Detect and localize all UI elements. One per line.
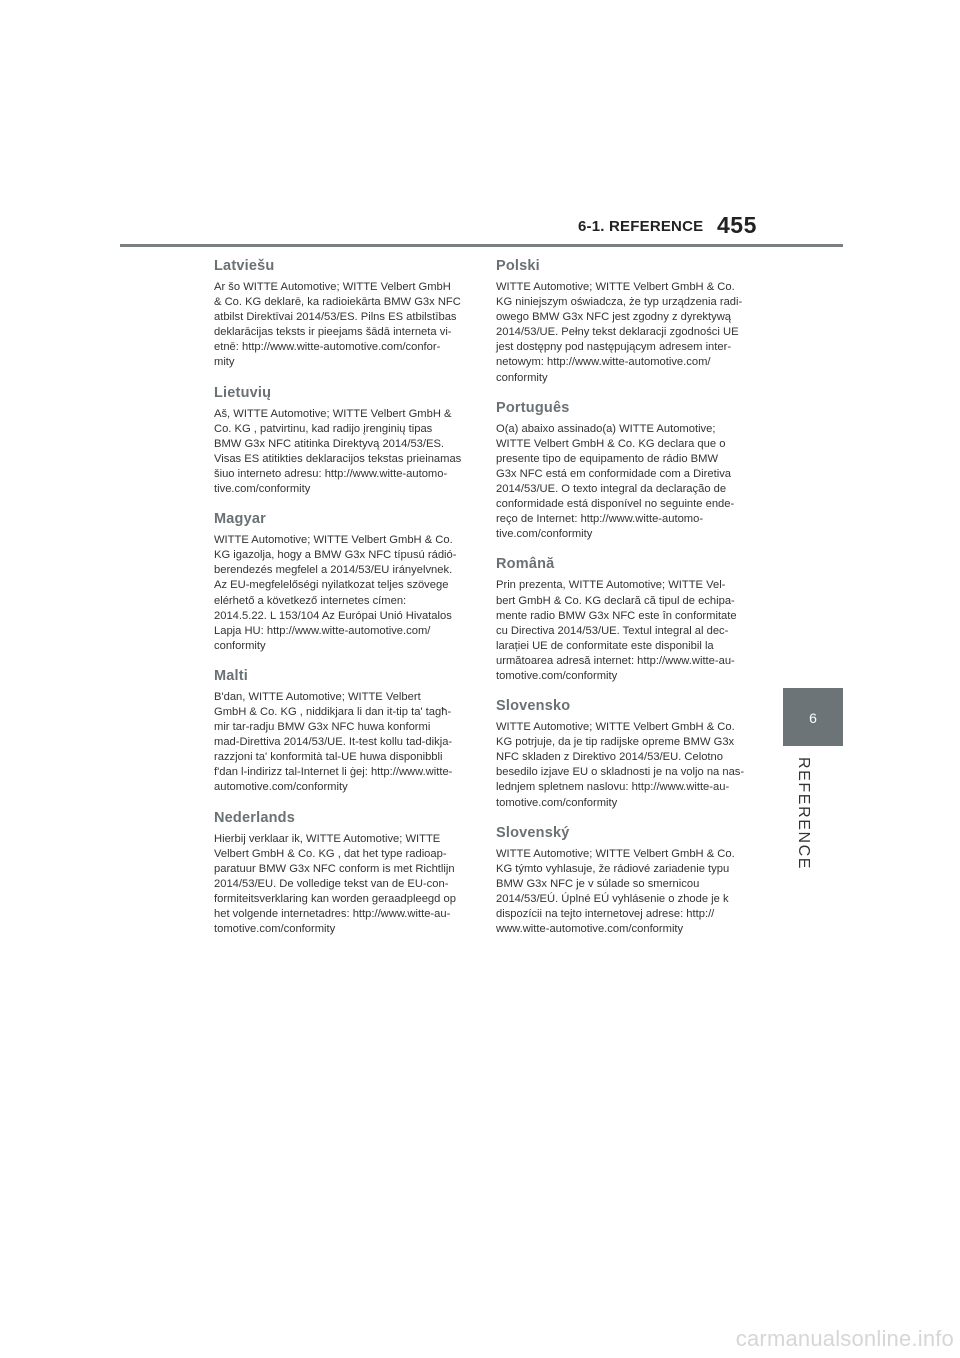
text-line: tomotive.com/conformity [496,669,618,682]
text-line: WITTE Automotive; WITTE Velbert GmbH & Co. [496,847,735,860]
text-line: Aš, WITTE Automotive; WITTE Velbert GmbH & [214,407,452,420]
text-line: tomotive.com/conformity [496,796,618,809]
text-line: mad-Direttiva 2014/53/UE. It-test kollu tad-dikja- [214,736,453,749]
text-line: conformity [496,371,548,384]
text-line: KG týmto vyhlasuje, že rádiové zariadenie typu [496,862,730,875]
chapter-label: REFERENCE [795,757,812,871]
text-line: mir tar-radju BMW G3x NFC huwa konformi [214,721,431,734]
text-line: mente radio BMW G3x NFC este în conformitate [496,609,737,622]
text-line: presente tipo de equipamento de rádio BMW [496,452,719,465]
declaration-text [496,847,748,938]
text-line: conformidade está disponível no seguinte ende- [496,498,735,511]
text-line: tive.com/conformity [214,483,311,496]
text-line: etnē: http://www.witte-automotive.com/confor- [214,341,441,354]
language-section [496,825,748,938]
text-line: deklarācijas teksts ir pieejams šādā interneta vi- [214,326,452,339]
text-line: jest dostępny pod następującym adresem inter- [496,341,732,354]
text-line: & Co. KG deklarē, ka radioiekārta BMW G3x NFC [214,296,461,309]
text-line: 2014/53/UE. O texto integral da declaração de [496,483,727,496]
text-line: larației UE de conformitate este disponibil la [496,639,714,652]
chapter-label-container [788,757,812,907]
declaration-text [214,832,466,938]
text-line: atbilst Direktīvai 2014/53/ES. Pilns ES atbilstības [214,311,457,324]
declaration-text [496,720,748,811]
language-section [496,258,748,386]
text-line: BMW G3x NFC atitinka Direktyvą 2014/53/ES. [214,437,445,450]
text-line: razzjoni ta' konformità tal-UE huwa disponibbli [214,751,443,764]
declaration-text [214,690,466,796]
text-line: 2014/53/UE. Pełny tekst deklaracji zgodności UE [496,326,739,339]
language-section [214,511,466,654]
declaration-text [496,578,748,684]
text-line: www.witte-automotive.com/conformity [496,923,684,936]
chapter-number: 6 [809,710,817,726]
language-heading: Polski [496,258,540,274]
text-line: besedilo izjave EU o skladnosti je na voljo na nas- [496,766,745,779]
text-line: următoarea adresă internet: http://www.witte-au- [496,654,735,667]
language-section [214,385,466,498]
left-column [214,258,466,951]
language-heading: Português [496,399,570,416]
text-line: G3x NFC está em conformidade com a Diretiva [496,467,732,480]
language-section [214,668,466,796]
language-heading: Magyar [214,511,266,528]
text-line: f'dan l-indirizz tal-Internet li ġej: http://www.witte- [214,766,453,779]
text-line: šiuo interneto adresu: http://www.witte-automo- [214,467,448,480]
text-line: lednjem spletnem naslovu: http://www.witte-au- [496,781,730,794]
text-line: Co. KG , patvirtinu, kad radijo įrenginių tipas [214,422,433,435]
language-section [214,258,466,371]
text-line: paratuur BMW G3x NFC conform is met Richtlijn [214,862,455,875]
text-line: WITTE Automotive; WITTE Velbert GmbH & Co. [496,281,735,293]
text-line: WITTE Velbert GmbH & Co. KG declara que o [496,437,726,450]
text-line: KG potrjuje, da je tip radijske opreme BMW G3x [496,736,735,749]
text-line: conformity [214,639,266,652]
text-line: berendezés megfelel a 2014/53/EU irányelvnek. [214,564,453,577]
language-section [214,810,466,938]
section-title: 6-1. REFERENCE [578,218,704,235]
text-line: Ar šo WITTE Automotive; WITTE Velbert GmbH [214,281,451,293]
text-line: WITTE Automotive; WITTE Velbert GmbH & Co. [214,534,453,547]
text-line: tomotive.com/conformity [214,923,336,936]
language-heading: Nederlands [214,809,295,826]
language-heading: Lietuvių [214,384,272,401]
text-line: Velbert GmbH & Co. KG , dat het type radioap- [214,847,447,860]
declaration-text [214,280,466,371]
text-line: formiteitsverklaring kan worden geraadpleegd op [214,892,456,905]
text-line: WITTE Automotive; WITTE Velbert GmbH & Co. [496,721,735,734]
text-line: Lapja HU: http://www.witte-automotive.com/ [214,624,431,637]
watermark-text: carmanualsonline.info [735,1326,954,1351]
text-line: cu Directiva 2014/53/UE. Textul integral al dec- [496,624,729,637]
language-heading: Malti [214,667,249,684]
text-line: KG niniejszym oświadcza, że typ urządzenia radi- [496,296,743,309]
text-line: elérhető a következő internetes címen: [214,594,407,607]
text-line: GmbH & Co. KG , niddikjara li dan it-tip ta' tagħ- [214,705,452,718]
declaration-text [496,280,748,386]
text-line: NFC skladen z Direktivo 2014/53/EU. Celotno [496,751,723,764]
language-heading: Latviešu [214,258,275,274]
language-section [496,400,748,543]
text-line: reço de Internet: http://www.witte-automo- [496,513,704,526]
text-line: het volgende internetadres: http://www.witte-au- [214,908,451,920]
declaration-text [496,422,748,543]
language-heading: Română [496,556,555,573]
text-line: mity [214,356,235,369]
text-line: 2014/53/EÚ. Úplné EÚ vyhlásenie o zhode je k [496,892,729,905]
text-line: automotive.com/conformity [214,781,348,794]
declaration-text [214,407,466,498]
text-line: B'dan, WITTE Automotive; WITTE Velbert [214,690,421,703]
text-line: Prin prezenta, WITTE Automotive; WITTE Vel- [496,579,726,592]
text-line: dispozícii na tejto internetovej adrese: http:// [496,908,715,920]
language-heading: Slovenský [496,824,570,841]
text-line: 2014/53/EU. De volledige tekst van de EU-con- [214,877,449,890]
text-line: Hierbij verklaar ik, WITTE Automotive; WITTE [214,832,441,845]
declaration-text [214,533,466,654]
text-line: 2014.5.22. L 153/104 Az Európai Unió Hivatalos [214,609,452,622]
text-line: KG igazolja, hogy a BMW G3x NFC típusú rádió- [214,549,457,562]
language-heading: Slovensko [496,698,571,715]
text-line: Az EU-megfelelőségi nyilatkozat teljes szövege [214,579,449,592]
text-line: owego BMW G3x NFC jest zgodny z dyrektywą [496,311,732,324]
text-line: bert GmbH & Co. KG declară că tipul de echipa- [496,594,735,607]
header-divider [120,244,843,247]
right-column [496,258,748,951]
language-section [496,698,748,811]
text-line: BMW G3x NFC je v súlade so smernicou [496,877,700,890]
page-number: 455 [717,212,757,238]
text-line: tive.com/conformity [496,528,593,541]
language-section [496,556,748,684]
text-line: netowym: http://www.witte-automotive.com/ [496,356,711,369]
text-line: O(a) abaixo assinado(a) WITTE Automotive; [496,422,716,435]
chapter-tab [783,688,843,746]
text-line: Visas ES atitikties deklaracijos tekstas prieinamas [214,452,462,465]
